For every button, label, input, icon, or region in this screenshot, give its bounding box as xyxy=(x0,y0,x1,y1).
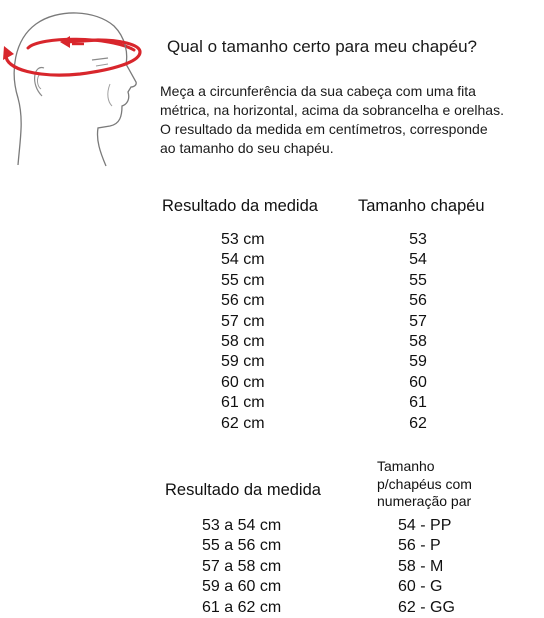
table2-size-column xyxy=(398,516,455,618)
instructions-line: Meça a circunferência da sua cabeça com uma fita xyxy=(160,83,476,99)
table2-header-size-line: Tamanho xyxy=(377,458,435,474)
table1-measure-cell: 54 cm xyxy=(221,251,265,269)
table1-measure-cell: 60 cm xyxy=(221,373,265,391)
table2-header-size-line: p/chapéus com xyxy=(377,475,472,492)
table2-size-cell: 54 - PP xyxy=(398,517,452,534)
table1-size-cell: 54 xyxy=(409,251,427,269)
table1-size-cell: 53 xyxy=(409,231,427,248)
table1-size-cell: 58 xyxy=(409,333,427,351)
table1-measure-column xyxy=(221,230,265,434)
table2-size-cell: 60 - G xyxy=(398,578,443,596)
table2-measure-cell: 53 a 54 cm xyxy=(202,517,282,534)
head-measuring-tape-icon xyxy=(0,0,150,168)
table1-measure-cell: 58 cm xyxy=(221,333,265,351)
table1-size-cell: 56 xyxy=(409,292,427,310)
table2-size-cell: 62 - GG xyxy=(398,598,455,616)
table1-measure-cell: 55 cm xyxy=(221,271,265,289)
table1-measure-cell: 61 cm xyxy=(221,394,265,412)
table2-measure-cell: 57 a 58 cm xyxy=(202,557,282,575)
page-title: Qual o tamanho certo para meu chapéu? xyxy=(167,37,477,56)
table1-size-cell: 60 xyxy=(409,373,427,391)
table2-header-size xyxy=(377,458,472,511)
table1-measure-cell: 62 cm xyxy=(221,414,265,432)
table2-size-cell: 56 - P xyxy=(398,537,441,555)
table1-header-measure: Resultado da medida xyxy=(162,197,318,215)
table2-measure-cell: 61 a 62 cm xyxy=(202,598,282,616)
table2-header-size-line: numeração par xyxy=(377,493,472,509)
table2-measure-cell: 55 a 56 cm xyxy=(202,537,282,555)
table1-measure-cell: 56 cm xyxy=(221,292,265,310)
instructions-line: O resultado da medida em centímetros, corresponde xyxy=(160,121,488,137)
table1-measure-cell: 57 cm xyxy=(221,312,265,330)
table2-size-cell: 58 - M xyxy=(398,557,444,575)
table1-size-cell: 55 xyxy=(409,271,427,289)
table1-size-cell: 61 xyxy=(409,394,427,412)
table1-size-column xyxy=(398,230,438,434)
table1-header-size: Tamanho chapéu xyxy=(358,197,485,215)
table2-measure-cell: 59 a 60 cm xyxy=(202,578,282,596)
instructions-text xyxy=(160,82,544,158)
table1-measure-cell: 59 cm xyxy=(221,353,265,371)
table1-measure-cell: 53 cm xyxy=(221,231,265,248)
instructions-line: métrica, na horizontal, acima da sobrancelha e orelhas. xyxy=(160,102,504,118)
table1-size-cell: 57 xyxy=(409,312,427,330)
table2-measure-column xyxy=(202,516,281,618)
table2-header-measure: Resultado da medida xyxy=(165,481,321,499)
table1-size-cell: 59 xyxy=(409,353,427,371)
instructions-line: ao tamanho do seu chapéu. xyxy=(160,140,334,156)
table1-size-cell: 62 xyxy=(409,414,427,432)
